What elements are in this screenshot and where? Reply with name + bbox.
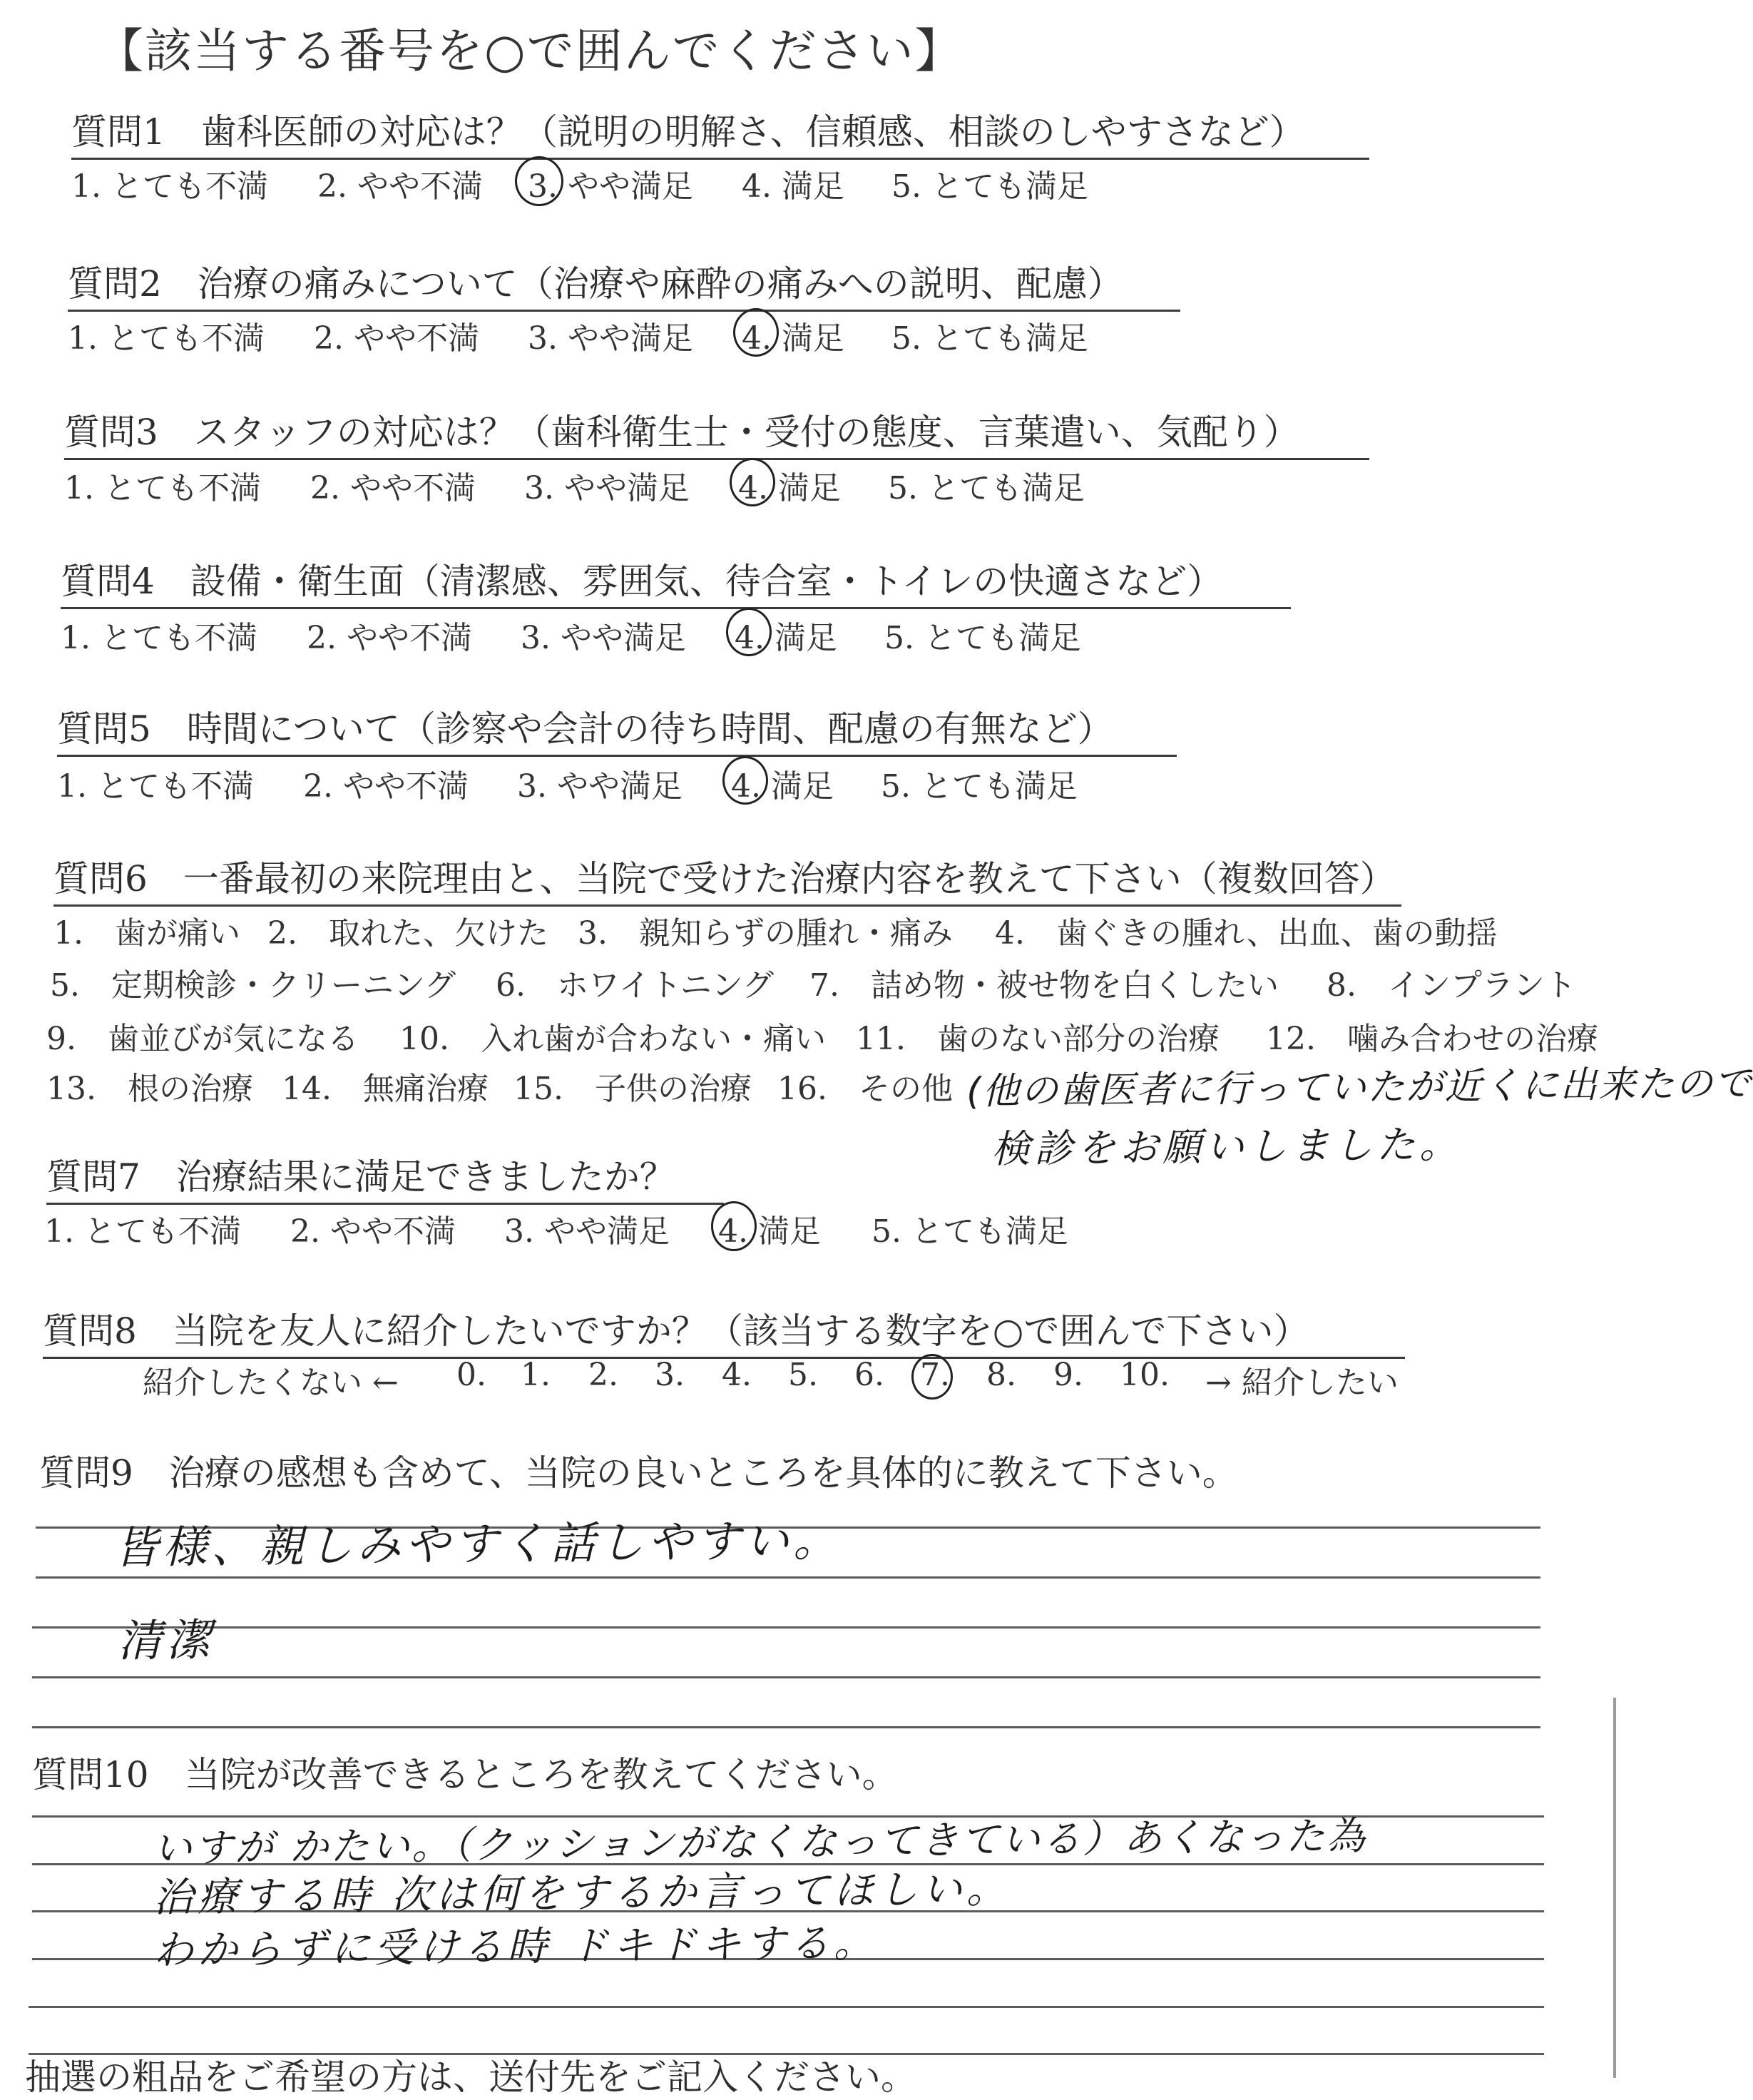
question-2-options <box>68 312 1173 355</box>
option-2[interactable]: 2. やや不満 <box>303 768 469 805</box>
scale-value-8[interactable]: 8. <box>986 1357 1016 1393</box>
option-4[interactable]: 4. 満足 <box>731 768 834 805</box>
scale-left-label: 紹介したくない ← <box>143 1365 399 1401</box>
reason-option[interactable]: 13. 根の治療 <box>46 1071 253 1107</box>
option-4[interactable]: 4. 満足 <box>738 470 841 506</box>
option-5[interactable]: 5. とても満足 <box>888 470 1085 506</box>
question-2-title: 質問2 治療の痛みについて（治療や麻酔の痛みへの説明、配慮） <box>68 255 1180 312</box>
footer-note: 抽選の粗品をご希望の方は、送付先をご記入ください。 <box>25 2056 916 2098</box>
scale-value-6[interactable]: 6. <box>854 1357 884 1393</box>
handwritten-answer: 治療する時 次は何をするか言ってほしい。 <box>153 1865 1011 1922</box>
reason-option[interactable]: 14. 無痛治療 <box>282 1071 489 1107</box>
option-5[interactable]: 5. とても満足 <box>891 168 1088 205</box>
option-2[interactable]: 2. やや不満 <box>314 320 479 357</box>
reason-option[interactable]: 9. 歯並びが気になる <box>46 1021 359 1057</box>
scale-value-1[interactable]: 1. <box>521 1357 551 1393</box>
reason-option[interactable]: 15. 子供の治療 <box>513 1071 752 1107</box>
option-3[interactable]: 3. やや満足 <box>528 320 693 357</box>
answer-line <box>32 1676 1540 1678</box>
question-10-title: 質問10 当院が改善できるところを教えてください。 <box>32 1754 898 1795</box>
answer-circle-mark <box>515 156 563 206</box>
reason-option[interactable]: 3. 親知らずの腫れ・痛み <box>578 915 953 952</box>
option-2[interactable]: 2. やや不満 <box>307 620 472 656</box>
option-2[interactable]: 2. やや不満 <box>290 1213 456 1250</box>
question-1-title: 質問1 歯科医師の対応は？（説明の明解さ、信頼感、相談のしやすさなど） <box>71 103 1369 160</box>
reason-option[interactable]: 6. ホワイトニング <box>496 967 775 1004</box>
reason-option[interactable]: 11. 歯のない部分の治療 <box>856 1021 1220 1057</box>
scale-value-9[interactable]: 9. <box>1053 1357 1083 1393</box>
question-6-row-2 <box>50 959 1583 1002</box>
question-4-title: 質問4 設備・衛生面（清潔感、雰囲気、待合室・トイレの快適さなど） <box>61 553 1291 609</box>
question-5-title: 質問5 時間について（診察や会計の待ち時間、配慮の有無など） <box>57 700 1177 757</box>
answer-line <box>32 1726 1540 1728</box>
scale-value-7[interactable]: 7. <box>920 1357 950 1393</box>
option-3[interactable]: 3. やや満足 <box>524 470 690 506</box>
question-6-row-1 <box>53 907 1587 950</box>
option-1[interactable]: 1. とても不満 <box>68 320 265 357</box>
question-1-options <box>71 160 1177 203</box>
reason-option[interactable]: 16. その他 <box>777 1071 953 1107</box>
option-2[interactable]: 2. やや不満 <box>317 168 483 205</box>
option-3[interactable]: 3. やや満足 <box>528 168 693 205</box>
option-4[interactable]: 4. 満足 <box>735 620 837 656</box>
option-1[interactable]: 1. とても不満 <box>61 620 257 656</box>
answer-circle-mark <box>911 1354 953 1400</box>
option-5[interactable]: 5. とても満足 <box>872 1213 1068 1250</box>
option-3[interactable]: 3. やや満足 <box>517 768 683 805</box>
reason-option[interactable]: 2. 取れた、欠けた <box>267 915 548 952</box>
option-4[interactable]: 4. 満足 <box>742 320 844 357</box>
option-1[interactable]: 1. とても不満 <box>57 768 254 805</box>
option-1[interactable]: 1. とても不満 <box>64 470 261 506</box>
scale-right-label: → 紹介したい <box>1205 1365 1399 1401</box>
question-6-title: 質問6 一番最初の来院理由と、当院で受けた治療内容を教えて下さい（複数回答） <box>53 850 1401 907</box>
scale-value-3[interactable]: 3. <box>655 1357 685 1393</box>
question-8-title: 質問8 当院を友人に紹介したいですか？（該当する数字を○で囲んで下さい） <box>43 1303 1405 1359</box>
reason-option[interactable]: 8. インプラント <box>1327 967 1576 1004</box>
option-5[interactable]: 5. とても満足 <box>884 620 1081 656</box>
scan-edge-line <box>1613 1698 1616 2078</box>
answer-line <box>29 2006 1544 2008</box>
scale-value-5[interactable]: 5. <box>788 1357 818 1393</box>
option-4[interactable]: 4. 満足 <box>742 168 844 205</box>
reason-option[interactable]: 5. 定期検診・クリーニング <box>50 967 456 1004</box>
question-8-scale <box>143 1357 1426 1400</box>
answer-line <box>32 1626 1540 1628</box>
handwritten-answer: わからずに受ける時 ドキドキする。 <box>153 1920 879 1974</box>
question-3-options <box>64 462 1170 505</box>
answer-circle-mark <box>726 608 772 656</box>
scale-value-10[interactable]: 10. <box>1120 1357 1170 1393</box>
option-1[interactable]: 1. とても不満 <box>44 1213 241 1250</box>
scale-value-2[interactable]: 2. <box>588 1357 618 1393</box>
question-6-row-4 <box>46 1063 973 1106</box>
option-3[interactable]: 3. やや満足 <box>504 1213 670 1250</box>
answer-circle-mark <box>730 458 775 506</box>
reason-option[interactable]: 1. 歯が痛い <box>53 915 240 952</box>
handwritten-answer: いすが かたい。（クッションがなくなってきている）あくなった為 <box>153 1813 1368 1871</box>
question-4-options <box>61 612 1166 655</box>
form-header: 【該当する番号を○で囲んでください】 <box>96 24 964 78</box>
reason-option[interactable]: 10. 入れ歯が合わない・痛い <box>399 1021 826 1057</box>
question-7-title: 質問7 治療結果に満足できましたか？ <box>46 1148 724 1205</box>
answer-line <box>36 1576 1540 1579</box>
option-5[interactable]: 5. とても満足 <box>891 320 1088 357</box>
handwritten-other-note-2: 検診をお願いしました。 <box>991 1121 1463 1172</box>
option-5[interactable]: 5. とても満足 <box>881 768 1078 805</box>
scale-value-4[interactable]: 4. <box>722 1357 752 1393</box>
question-5-options <box>57 760 1162 803</box>
option-1[interactable]: 1. とても不満 <box>71 168 268 205</box>
question-9-title: 質問9 治療の感想も含めて、当院の良いところを具体的に教えて下さい。 <box>39 1452 1238 1494</box>
reason-option[interactable]: 4. 歯ぐきの腫れ、出血、歯の動揺 <box>995 915 1498 952</box>
handwritten-other-note-1: (他の歯医者に行っていたが近くに出来たので <box>966 1062 1753 1113</box>
question-3-title: 質問3 スタッフの対応は？（歯科衛生士・受付の態度、言葉遣い、気配り） <box>64 404 1369 460</box>
question-6-row-3 <box>46 1013 1601 1056</box>
option-2[interactable]: 2. やや不満 <box>310 470 476 506</box>
handwritten-answer: 皆様、親しみやすく話しやすい。 <box>113 1514 842 1574</box>
option-3[interactable]: 3. やや満足 <box>521 620 686 656</box>
question-7-options <box>44 1206 1150 1248</box>
scale-value-0[interactable]: 0. <box>456 1357 486 1393</box>
answer-circle-mark <box>722 756 768 805</box>
reason-option[interactable]: 7. 詰め物・被せ物を白くしたい <box>809 967 1279 1004</box>
answer-circle-mark <box>711 1201 757 1251</box>
option-4[interactable]: 4. 満足 <box>718 1213 821 1250</box>
handwritten-answer: 清潔 <box>117 1614 215 1667</box>
reason-option[interactable]: 12. 噛み合わせの治療 <box>1266 1021 1598 1057</box>
answer-circle-mark <box>733 308 779 357</box>
